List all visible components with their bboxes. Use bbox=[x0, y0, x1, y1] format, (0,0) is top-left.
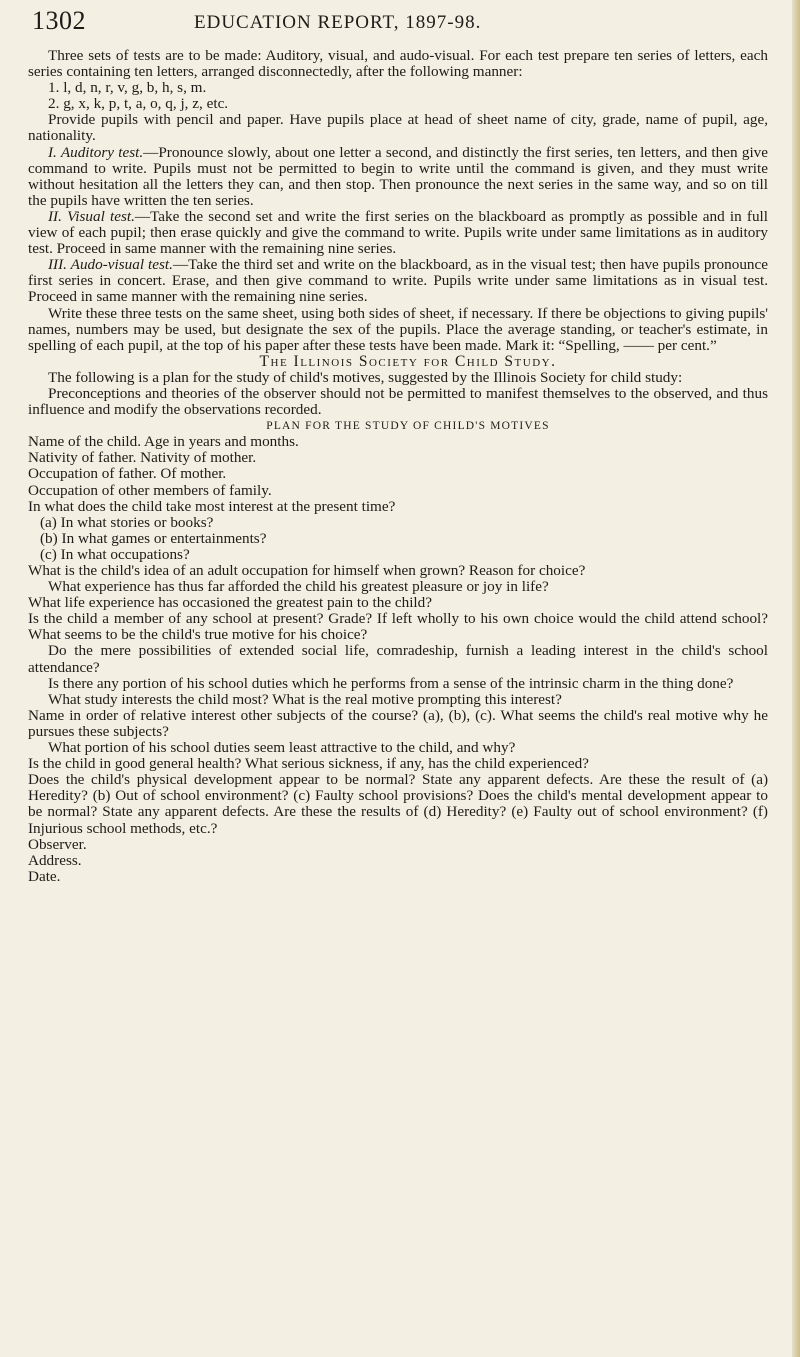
plan-item: Date. bbox=[28, 867, 61, 885]
plan-item: (b) In what games or entertainments? bbox=[40, 529, 267, 547]
preconceptions-paragraph: Preconceptions and theories of the observer should not be permitted to manifest themselves to the observed, and thus influence and modify the observations recorded. bbox=[28, 384, 768, 419]
visual-test-label: II. Visual test. bbox=[48, 207, 135, 225]
letter-series-2: 2. g, x, k, p, t, a, o, q, j, z, etc. bbox=[48, 95, 229, 113]
plan-item: Observer. bbox=[28, 835, 87, 853]
audovisual-test-paragraph bbox=[28, 257, 768, 305]
plan-item: What life experience has occasioned the greatest pain to the child? bbox=[28, 594, 432, 612]
plan-item: Nativity of father. Nativity of mother. bbox=[28, 449, 257, 467]
plan-list bbox=[28, 434, 768, 885]
plan-item: (c) In what occupations? bbox=[40, 545, 190, 563]
materials-paragraph: Provide pupils with pencil and paper. Have pupils place at head of sheet name of city, grade, name of pupil, age, nationality. bbox=[28, 111, 768, 145]
plan-subtitle: PLAN FOR THE STUDY OF CHILD'S MOTIVES bbox=[266, 420, 550, 433]
auditory-test-label: I. Auditory test. bbox=[48, 143, 144, 161]
running-head: EDUCATION REPORT, 1897-98. bbox=[194, 12, 482, 33]
plan-item: What portion of his school duties seem least attractive to the child, and why? bbox=[48, 739, 516, 757]
plan-item: What experience has thus far afforded the child his greatest pleasure or joy in life? bbox=[48, 578, 549, 596]
instructions-paragraph: Write these three tests on the same sheet, using both sides of sheet, if necessary. If there be objections to giving pupils' names, numbers may be used, but designate the sex of the pupils. Place the average standing, or teacher's estimate, in spelling of each pupil, at the top of his paper after these tests have been made. Mark it: “Spelling, —— per cent.” bbox=[28, 304, 768, 354]
page-number: 1302 bbox=[32, 6, 86, 35]
visual-test-paragraph bbox=[28, 209, 768, 257]
plan-item: What is the child's idea of an adult occupation for himself when grown? Reason for choice? bbox=[28, 562, 586, 579]
plan-item: Do the mere possibilities of extended social life, comradeship, furnish a leading interest in the child's school attendance? bbox=[28, 642, 768, 676]
letter-series-1: 1. l, d, n, r, v, g, b, h, s, m. bbox=[48, 79, 207, 97]
plan-item: (a) In what stories or books? bbox=[40, 513, 214, 531]
page-body bbox=[28, 48, 768, 885]
page-header bbox=[32, 6, 772, 36]
plan-item: Is the child in good general health? What serious sickness, if any, has the child experienced? bbox=[28, 755, 589, 773]
plan-item: Is there any portion of his school duties which he performs from a sense of the intrinsic charm in the thing done? bbox=[48, 674, 734, 692]
intro-paragraph: Three sets of tests are to be made: Auditory, visual, and audo-visual. For each test prepare ten series of letters, each series containing ten letters, arranged disconnectedly, after the following manner: bbox=[28, 47, 768, 81]
auditory-test-text: —Pronounce slowly, about one letter a second, and distinctly the first series, ten letters, and then give command to write. Pupils must not be permitted to begin to write until the command is given, and they must write without hesitation all the letters they can, and then stop. Then pronounce the next series in the same way, and so on till the pupils have written the ten series. bbox=[28, 143, 768, 209]
plan-item: Name in order of relative interest other subjects of the course? (a), (b), (c). What seems the child's real motive why he pursues these subjects? bbox=[28, 706, 768, 740]
auditory-test-paragraph bbox=[28, 145, 768, 209]
audovisual-test-label: III. Audo-visual test. bbox=[48, 256, 173, 274]
visual-test-text: —Take the second set and write the first series on the blackboard as promptly as possible and in full view of each pupil; then erase quickly and give the command to write. Pupils write under same limitations as in auditory test. Proceed in same manner with the remaining nine series. bbox=[28, 207, 768, 258]
page-edge bbox=[792, 0, 800, 1357]
audovisual-test-text: —Take the third set and write on the blackboard, as in the visual test; then have pupils pronounce first series in concert. Erase, and then give command to write. Pupils write under same limitations as in visual test. Proceed in same manner with the remaining nine series. bbox=[28, 256, 768, 306]
plan-item: Occupation of other members of family. bbox=[28, 481, 272, 499]
illinois-intro-paragraph: The following is a plan for the study of child's motives, suggested by the Illinois Society for child study: bbox=[48, 368, 683, 386]
plan-item: Address. bbox=[28, 851, 82, 869]
section-title: The Illinois Society for Child Study. bbox=[259, 352, 557, 370]
plan-item: Does the child's physical development appear to be normal? State any apparent defects. Are these the result of (a) Heredity? (b) Out of school environment? (c) Faulty school provisions? Does the child's mental development appear to be normal? State any apparent defects. Are these the results of (d) Heredity? (e) Faulty out of school environment? (f) Injurious school methods, etc.? bbox=[28, 771, 768, 837]
plan-item: Occupation of father. Of mother. bbox=[28, 465, 227, 483]
plan-item: Is the child a member of any school at present? Grade? If left wholly to his own choice would the child attend school? What seems to be the child's true motive for his choice? bbox=[28, 610, 768, 644]
plan-item: What study interests the child most? What is the real motive prompting this interest? bbox=[48, 690, 562, 708]
plan-item: In what does the child take most interest at the present time? bbox=[28, 497, 396, 515]
plan-item: Name of the child. Age in years and months. bbox=[28, 433, 299, 451]
